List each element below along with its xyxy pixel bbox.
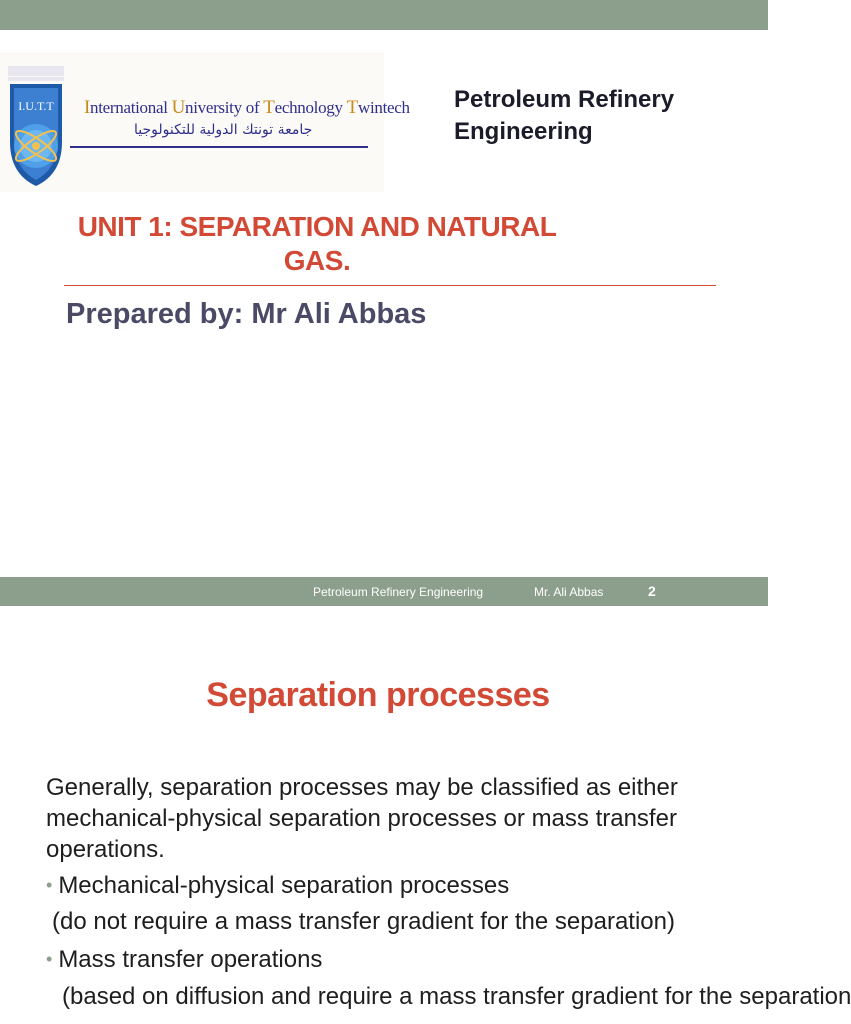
intro-paragraph: Generally, separation processes may be classified as either mechanical-physical separation processes or mass transfer operations.: [46, 774, 678, 863]
slide-title: Separation processes: [206, 676, 550, 714]
unit-title: [40, 210, 594, 278]
footer-course-name: Petroleum Refinery Engineering: [313, 585, 484, 599]
emblem-label: I.U.T.T: [18, 99, 54, 113]
footer-page-number: 2: [648, 583, 656, 599]
course-title: Petroleum Refinery Engineering: [454, 86, 675, 145]
prepared-by-text: Prepared by: Mr Ali Abbas: [66, 298, 427, 330]
bullet-item: [46, 872, 509, 900]
university-name-ar: جامعة تونتك الدولية للتكنولوجيا: [134, 122, 313, 138]
top-header-bar: [0, 0, 768, 30]
university-emblem-icon: [4, 62, 68, 190]
university-name-en: International University of Technology Twintech: [84, 97, 410, 118]
bullet-dot-icon: •: [46, 949, 53, 969]
bullet-label: Mechanical-physical separation processes: [58, 872, 510, 899]
bullet-item: [46, 946, 322, 974]
title-underline: [64, 285, 716, 286]
bullet-note: (do not require a mass transfer gradient for the separation): [52, 908, 675, 935]
bullet-label: Mass transfer operations: [58, 946, 323, 973]
logo-divider: [70, 146, 368, 148]
slide-footer: [0, 577, 768, 606]
bullet-dot-icon: •: [46, 875, 53, 895]
university-logo: [0, 52, 410, 192]
bullet-note: (based on diffusion and require a mass transfer gradient for the separation: [62, 983, 851, 1010]
unit-title-line-1: UNIT 1: SEPARATION AND NATURAL: [77, 211, 557, 242]
unit-title-line-2: GAS.: [283, 245, 351, 276]
footer-author: Mr. Ali Abbas: [534, 585, 604, 599]
